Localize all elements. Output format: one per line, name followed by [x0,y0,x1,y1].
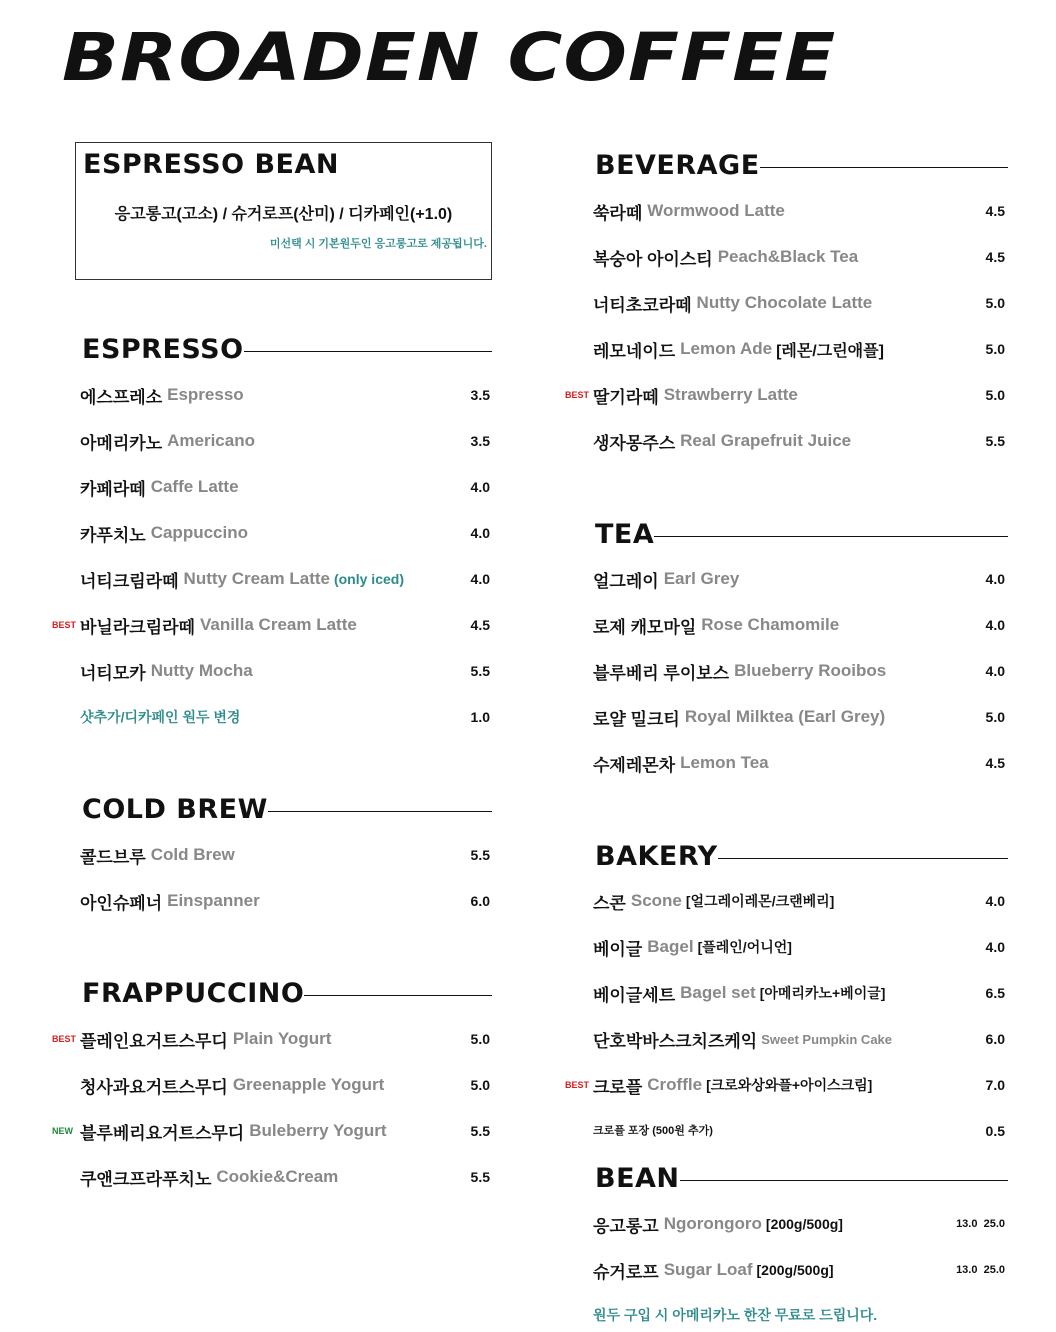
item-price: 4.5 [470,617,490,633]
item-name-ko: 쿠앤크프라푸치노 [80,1169,212,1189]
item-name-ko: 아인슈페너 [80,893,163,913]
menu-item-einspanner [80,888,260,914]
item-name-ko: 너티모카 [80,663,146,683]
menu-item-bagel-set [593,980,885,1006]
menu-item-cookie-cream [80,1164,338,1190]
item-name-en: Einspanner [167,891,260,910]
menu-item-rose-chamomile [593,612,839,638]
section-espresso-title: ESPRESSO [82,334,244,365]
item-name-en: Ngorongoro [663,1214,762,1233]
menu-item-earl-grey [593,566,739,592]
section-bakery-heading [595,841,1008,873]
item-price: 4.5 [985,249,1005,265]
item-price: 4.0 [985,893,1005,909]
item-name-ko: 얼그레이 [593,571,659,591]
item-extra: [200g/500g] [765,1216,843,1232]
item-price: 13.0 25.0 [956,1264,1005,1276]
item-name-en: Caffe Latte [150,477,239,496]
menu-item-nutty-cream-latte [80,566,404,592]
item-extra: [아메리카노+베이글] [759,985,886,1001]
item-price: 0.5 [985,1123,1005,1139]
item-name-ko: 레모네이드 [593,341,676,361]
item-name-ko: 쑥라떼 [593,203,643,223]
menu-item-croffle [593,1072,872,1098]
espresso-bean-note: 미선택 시 기본원두인 응고롱고로 제공됩니다. [269,238,487,250]
item-name-ko: 슈거로프 [593,1262,659,1282]
item-name-en: Vanilla Cream Latte [199,615,357,634]
item-price: 4.0 [470,479,490,495]
item-name-ko: 아메리카노 [80,433,163,453]
item-name-en: Cold Brew [150,845,235,864]
section-cold-brew-title: COLD BREW [82,794,268,825]
menu-item-grapefruit-juice [593,428,851,454]
section-divider [244,351,492,352]
best-badge: BEST [565,390,590,400]
item-price: 4.0 [985,663,1005,679]
menu-item-sugar-loaf [593,1257,834,1283]
item-name-en: Sweet Pumpkin Cake [761,1031,893,1047]
item-name-en: Peach&Black Tea [717,247,859,266]
section-divider [760,167,1008,168]
item-price: 4.0 [470,571,490,587]
item-name-ko: 단호박바스크치즈케익 [593,1031,758,1051]
item-price: 4.5 [985,203,1005,219]
item-name-en: Espresso [167,385,244,404]
item-name-en: Cookie&Cream [216,1167,339,1186]
item-name-en: Nutty Cream Latte [183,569,330,588]
menu-item-strawberry-latte [593,382,798,408]
item-name-ko: 베이글세트 [593,985,676,1005]
item-name-en: Sugar Loaf [663,1260,753,1279]
item-price: 4.0 [985,617,1005,633]
item-price: 4.0 [985,571,1005,587]
croffle-packaging-note: 크로플 포장 (500원 추가) [593,1125,713,1137]
item-name-ko: 카푸치노 [80,525,146,545]
shot-add-note: 샷추가/디카페인 원두 변경 [80,709,241,725]
section-divider [680,1180,1008,1181]
item-name-ko: 너티초코라떼 [593,295,692,315]
item-name-en: Blueberry Rooibos [734,661,887,680]
menu-item-americano [80,428,255,454]
item-price: 7.0 [985,1077,1005,1093]
section-tea-heading [595,519,1008,551]
menu-item-cappuccino [80,520,248,546]
brand-title: BROADEN COFFEE [62,19,837,96]
item-name-en: Rose Chamomile [701,615,840,634]
menu-item-lemon-ade [593,336,884,362]
item-name-en: Buleberry Yogurt [249,1121,387,1140]
item-name-en: Nutty Chocolate Latte [696,293,873,312]
menu-item-caffe-latte [80,474,239,500]
menu-item-vanilla-cream-latte [80,612,357,638]
item-name-en: Lemon Ade [680,339,773,358]
item-name-en: Strawberry Latte [663,385,798,404]
item-name-en: Wormwood Latte [647,201,785,220]
item-extra: [레몬/그린애플] [776,342,884,360]
item-price: 6.0 [985,1031,1005,1047]
menu-item-royal-milktea [593,704,885,730]
menu-item-greenapple-yogurt [80,1072,384,1098]
item-name-ko: 바닐라크림라떼 [80,617,195,637]
section-divider [718,858,1008,859]
menu-item-nutty-chocolate-latte [593,290,872,316]
section-divider [654,536,1008,537]
item-extra: (only iced) [333,571,404,587]
item-name-en: Americano [167,431,255,450]
menu-item-plain-yogurt [80,1026,331,1052]
espresso-bean-title: ESPRESSO BEAN [83,149,339,180]
section-frappuccino-heading [82,978,492,1010]
new-badge: NEW [52,1126,73,1136]
item-extra: [200g/500g] [756,1262,834,1278]
best-badge: BEST [565,1080,590,1090]
item-name-ko: 베이글 [593,939,643,959]
menu-item-cold-brew [80,842,235,868]
section-divider [304,995,492,996]
item-name-ko: 카페라떼 [80,479,146,499]
item-price: 3.5 [470,387,490,403]
section-espresso-heading [82,334,492,366]
item-price: 6.5 [985,985,1005,1001]
item-price: 5.0 [985,295,1005,311]
item-name-en: Royal Milktea (Earl Grey) [684,707,886,726]
item-name-en: Lemon Tea [680,753,769,772]
item-name-en: Plain Yogurt [232,1029,332,1048]
item-extra: [얼그레이레몬/크랜베리] [685,893,835,909]
menu-item-nutty-mocha [80,658,253,684]
item-name-en: Nutty Mocha [150,661,253,680]
menu-item-pumpkin-cake [593,1026,892,1052]
item-price: 5.5 [985,433,1005,449]
item-name-en: Bagel [647,937,694,956]
item-name-en: Bagel set [680,983,756,1002]
section-bean-title: BEAN [595,1163,680,1194]
item-price: 6.0 [470,893,490,909]
item-name-ko: 딸기라떼 [593,387,659,407]
section-beverage-title: BEVERAGE [595,150,760,181]
section-cold-brew-heading [82,794,492,826]
item-extra: [플레인/어니언] [697,939,792,955]
item-price: 5.5 [470,847,490,863]
item-name-ko: 로얄 밀크티 [593,709,680,729]
menu-item-blueberry-rooibos [593,658,886,684]
item-extra: [크로와상와플+아이스크림] [706,1077,873,1093]
menu-item-wormwood-latte [593,198,785,224]
best-badge: BEST [52,620,77,630]
item-price: 5.0 [985,341,1005,357]
item-price: 5.0 [985,387,1005,403]
item-price: 5.5 [470,663,490,679]
item-name-en: Earl Grey [663,569,740,588]
item-name-ko: 콜드브루 [80,847,146,867]
section-beverage-heading [595,150,1008,182]
item-name-ko: 로제 캐모마일 [593,617,697,637]
item-name-ko: 수제레몬차 [593,755,676,775]
item-price: 5.0 [470,1031,490,1047]
menu-item-blueberry-yogurt [80,1118,387,1144]
item-price: 1.0 [470,709,490,725]
section-frappuccino-title: FRAPPUCCINO [82,978,305,1009]
item-name-en: Greenapple Yogurt [232,1075,385,1094]
item-name-en: Real Grapefruit Juice [680,431,852,450]
item-name-ko: 생자몽주스 [593,433,676,453]
section-bean-heading [595,1163,1008,1195]
item-price: 3.5 [470,433,490,449]
item-name-ko: 플레인요거트스무디 [80,1031,228,1051]
bean-purchase-note: 원두 구입 시 아메리카노 한잔 무료로 드립니다. [593,1307,878,1323]
espresso-bean-box [75,142,492,280]
item-name-ko: 블루베리요거트스무디 [80,1123,245,1143]
best-badge: BEST [52,1034,77,1044]
menu-item-lemon-tea [593,750,769,776]
item-price: 4.0 [985,939,1005,955]
item-name-en: Scone [630,891,682,910]
item-price: 5.5 [470,1123,490,1139]
item-name-ko: 너티크림라떼 [80,571,179,591]
item-name-ko: 청사과요거트스무디 [80,1077,228,1097]
item-name-en: Cappuccino [150,523,248,542]
item-name-ko: 복숭아 아이스티 [593,249,713,269]
menu-item-bagel [593,934,792,960]
section-tea-title: TEA [595,519,655,550]
item-name-ko: 크로플 [593,1077,643,1097]
item-price: 5.5 [470,1169,490,1185]
section-bakery-title: BAKERY [595,841,718,872]
menu-item-espresso [80,382,244,408]
section-divider [268,811,492,812]
item-name-en: Croffle [647,1075,703,1094]
espresso-bean-options: 응고롱고(고소) / 슈거로프(산미) / 디카페인(+1.0) [114,206,453,223]
item-price: 5.0 [985,709,1005,725]
item-name-ko: 에스프레소 [80,387,163,407]
menu-item-ngorongoro [593,1211,843,1237]
item-price: 4.5 [985,755,1005,771]
item-name-ko: 응고롱고 [593,1216,659,1236]
item-price: 13.0 25.0 [956,1218,1005,1230]
item-price: 4.0 [470,525,490,541]
menu-item-scone [593,888,834,914]
item-price: 5.0 [470,1077,490,1093]
item-name-ko: 블루베리 루이보스 [593,663,730,683]
item-name-ko: 스콘 [593,893,626,913]
menu-item-peach-black-tea [593,244,858,270]
